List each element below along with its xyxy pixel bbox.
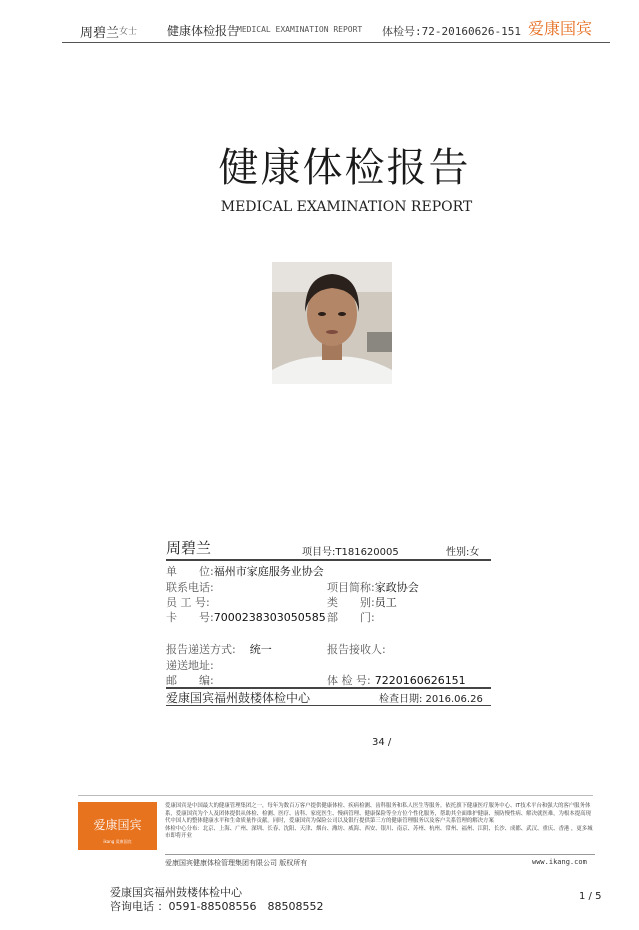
phone-label: 联系电话: <box>166 581 214 594</box>
address-row <box>166 657 214 673</box>
footer-top-rule <box>78 795 593 796</box>
card-row <box>166 609 326 625</box>
employee-label: 员 工 号: <box>166 596 210 609</box>
header-patient-name: 周碧兰 <box>80 26 120 41</box>
short-name-row <box>327 579 419 595</box>
footer-intro-text: 爱康国宾是中国最大的健康管理集团之一，每年为数百万客户提供健康体检、疾病检测、齿科服务和私人医生等服务。依托旗下健康医疗服务中心、IT技术平台和强大的客户服务体系，爱康国宾为个人及团体提供从体检、检测、医疗、齿科、家庭医生、慢病管理、健康保险等全方位个性化服务，帮助其全面维护健康、预防慢性病、解决就医难，为根本提高现代中国人的整体健康水平和生命质量作贡献。同时，爱康国宾为保险公司以及银行提供第三方的健康管理服务以及客户关系管理的解决方案 <box>165 803 591 825</box>
unit-label: 单 位: <box>166 565 214 578</box>
header-brand-logo: 爱康国宾 <box>528 19 593 38</box>
address-label: 递送地址: <box>166 659 214 672</box>
patient-sex: 性别:女 <box>446 547 480 558</box>
header-report-title-en: MEDICAL EXAMINATION REPORT <box>237 25 363 34</box>
receiver-label: 报告接收人: <box>327 643 386 656</box>
unit-value: 福州市家庭服务业协会 <box>213 565 324 578</box>
category-row <box>327 594 397 610</box>
footer-mid-rule <box>165 854 595 855</box>
info-top-rule <box>166 559 491 561</box>
exam-number-value: 7220160626151 <box>374 674 466 687</box>
header-divider <box>62 42 610 43</box>
exam-center-name: 爱康国宾福州鼓楼体检中心 <box>166 691 311 705</box>
patient-photo-image <box>272 262 392 384</box>
bottom-center-name: 爱康国宾福州鼓楼体检中心 <box>110 886 242 899</box>
postcode-label: 邮 编: <box>166 674 214 687</box>
department-row <box>327 609 375 625</box>
delivery-label: 报告递送方式: <box>166 643 236 656</box>
exam-number-label: 体 检 号: <box>327 674 371 687</box>
employee-row <box>166 594 210 610</box>
cover-subtitle: MEDICAL EXAMINATION REPORT <box>220 199 473 215</box>
footer-copyright: 爱康国宾健康体检管理集团有限公司 版权所有 <box>165 859 308 867</box>
footer-logo <box>78 802 157 850</box>
check-date: 检查日期: 2016.06.26 <box>379 694 483 705</box>
footer-intro <box>165 803 595 841</box>
unit-row <box>166 563 324 579</box>
category-label: 类 别: <box>327 596 375 609</box>
footer-logo-text: 爱康国宾 <box>93 818 142 832</box>
phone-row <box>166 579 214 595</box>
receiver-row <box>327 641 386 657</box>
postcode-row <box>166 672 214 688</box>
project-number: 项目号:T181620005 <box>302 547 399 558</box>
card-label: 卡 号: <box>166 611 214 624</box>
delivery-row <box>166 641 272 657</box>
footer-cities: 体检中心分布：北京、上海、广州、深圳、长春、沈阳、天津、烟台、潍坊、威海、西安、银川、南京、苏州、杭州、常州、福州、江阴、长沙、成都、武汉、重庆、香港 ，更多城市即将开业 <box>165 825 593 840</box>
page-number: 1 / 5 <box>579 891 602 902</box>
footer-url: www.ikang.com <box>532 858 587 866</box>
center-underline <box>166 705 491 706</box>
header-title-suffix: 女士 <box>119 27 138 37</box>
department-label: 部 门: <box>327 611 375 624</box>
short-name-label: 项目简称: <box>327 581 375 594</box>
bottom-phone: 咨询电话 ：0591-88508556 88508552 <box>110 900 324 913</box>
footer-logo-subtext: ikang 爱康国宾 <box>103 839 132 844</box>
cover-title: 健康体检报告 <box>218 145 471 191</box>
header-report-title: 健康体检报告 <box>167 24 240 38</box>
short-name-value: 家政协会 <box>374 581 419 594</box>
card-value: 7000238303050585 <box>213 611 326 624</box>
delivery-value: 统一 <box>249 643 272 656</box>
patient-name: 周碧兰 <box>166 539 212 557</box>
category-value: 员工 <box>374 596 397 609</box>
internal-page-mark: 34 / <box>372 737 392 748</box>
patient-photo <box>272 262 392 384</box>
exam-number-row <box>327 672 466 688</box>
header-exam-number: 体检号:72-20160626-151 <box>382 25 521 38</box>
